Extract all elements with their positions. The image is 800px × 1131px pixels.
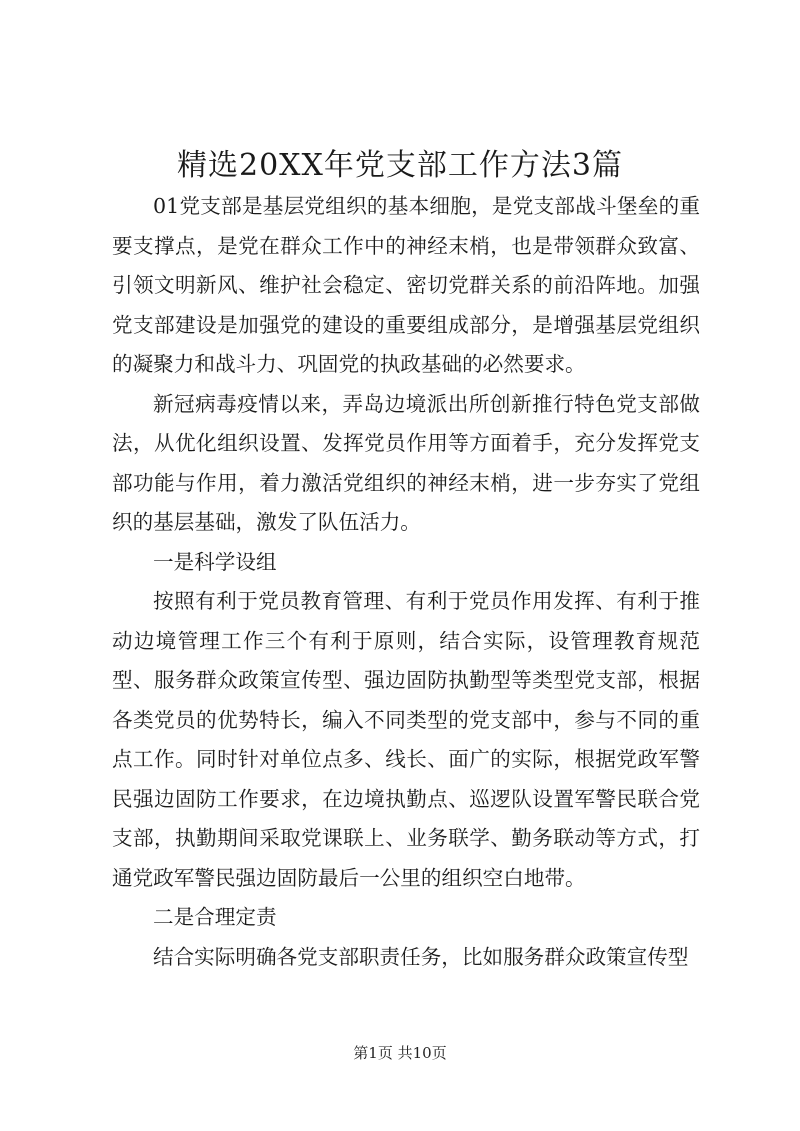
document-title: 精选20XX年党支部工作方法3篇: [177, 148, 623, 183]
page-footer: 第1页 共10页: [353, 1044, 447, 1062]
document-body: [112, 187, 700, 977]
paragraph-section-1: 按照有利于党员教育管理、有利于党员作用发挥、有利于推动边境管理工作三个有利于原则，结合实际，设管理教育规范型、服务群众政策宣传型、强边固防执勤型等类型党支部，根据各类党员的优势特长，编入不同类型的党支部中，参与不同的重点工作。同时针对单位点多、线长、面广的实际，根据党政军警民强边固防工作要求，在边境执勤点、巡逻队设置军警民联合党支部，执勤期间采取党课联上、业务联学、勤务联动等方式，打通党政军警民强边固防最后一公里的组织空白地带。: [112, 589, 700, 890]
paragraph-section-2: 结合实际明确各党支部职责任务，比如服务群众政策宣传型: [153, 944, 689, 969]
paragraph-intro: 01党支部是基层党组织的基本细胞，是党支部战斗堡垒的重要支撑点，是党在群众工作中的神经末梢，也是带领群众致富、引领文明新风、维护社会稳定、密切党群关系的前沿阵地。加强党支部建设是加强党的建设的重要组成部分，是增强基层党组织的凝聚力和战斗力、巩固党的执政基础的必然要求。: [112, 194, 700, 376]
paragraph-covid-measures: 新冠病毒疫情以来，弄岛边境派出所创新推行特色党支部做法，从优化组织设置、发挥党员作用等方面着手，充分发挥党支部功能与作用，着力激活党组织的神经末梢，进一步夯实了党组织的基层基础，激发了队伍活力。: [112, 391, 700, 534]
section-heading-1: 一是科学设组: [153, 549, 277, 574]
section-heading-2: 二是合理定责: [153, 905, 277, 929]
